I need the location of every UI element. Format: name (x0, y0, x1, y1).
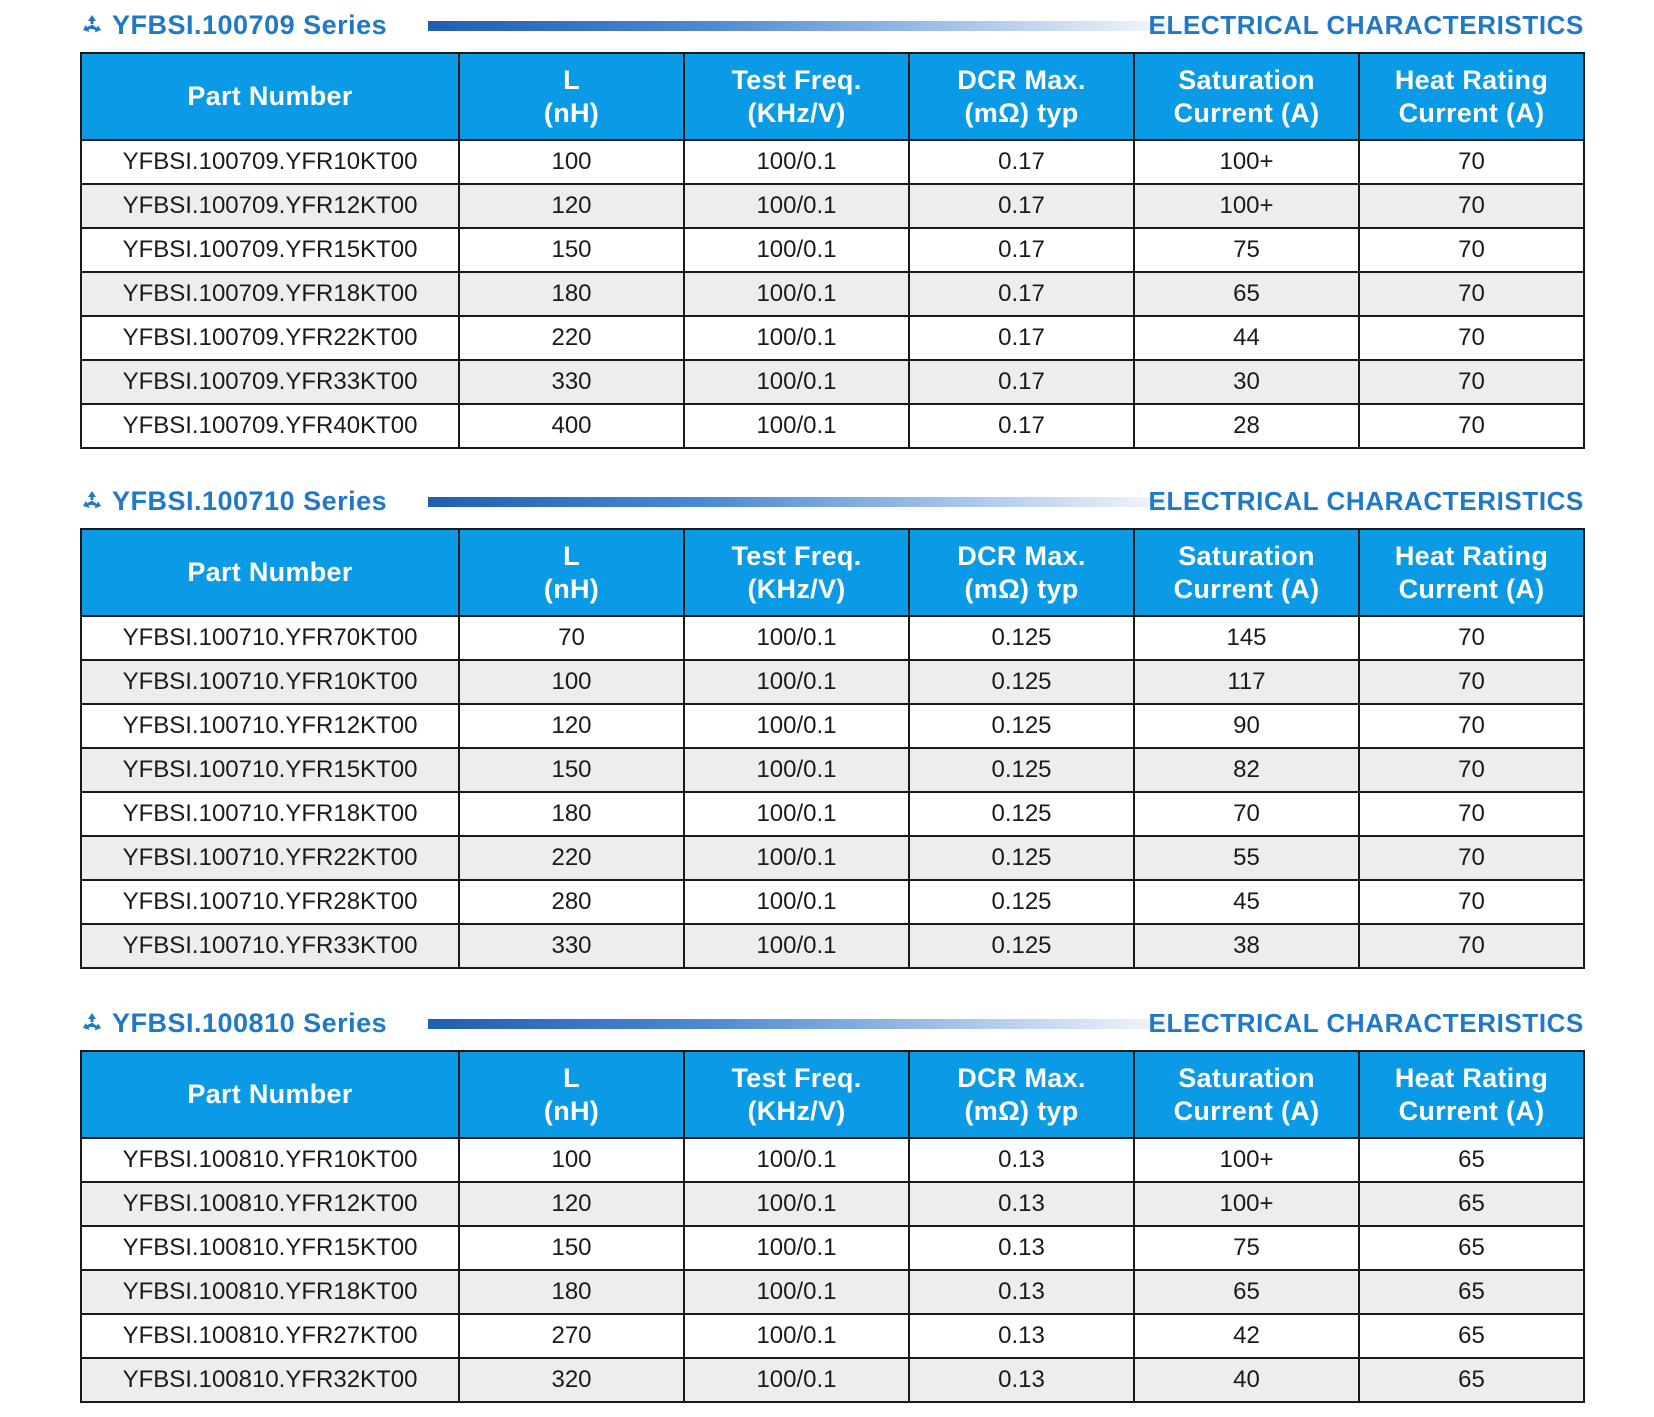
table-row (81, 1182, 1584, 1226)
cell-dcr: 0.125 (909, 616, 1134, 660)
col-header-line: Test Freq. (731, 1062, 862, 1093)
cell-saturation-current: 70 (1134, 792, 1359, 836)
cell-inductance: 120 (459, 704, 684, 748)
cell-test-freq: 100/0.1 (684, 704, 909, 748)
recycle-icon (80, 489, 104, 513)
cell-inductance: 100 (459, 140, 684, 184)
header-gradient-bar (428, 497, 1198, 507)
col-header-line: DCR Max. (957, 64, 1086, 95)
series-header (80, 1006, 1584, 1040)
series-title: YFBSI.100810 Series (112, 1007, 388, 1038)
cell-dcr: 0.17 (909, 228, 1134, 272)
cell-part-number: YFBSI.100709.YFR22KT00 (81, 316, 459, 360)
cell-heat-rating-current: 70 (1359, 748, 1584, 792)
table-header-row (81, 1051, 1584, 1138)
recycle-icon (80, 13, 104, 37)
cell-heat-rating-current: 70 (1359, 792, 1584, 836)
cell-dcr: 0.17 (909, 272, 1134, 316)
section-label: ELECTRICAL CHARACTERISTICS (1148, 10, 1584, 40)
cell-dcr: 0.125 (909, 836, 1134, 880)
col-header-line: Heat Rating (1394, 64, 1549, 95)
table-row (81, 1226, 1584, 1270)
table-row (81, 792, 1584, 836)
table-row (81, 704, 1584, 748)
cell-saturation-current: 28 (1134, 404, 1359, 448)
cell-part-number: YFBSI.100810.YFR32KT00 (81, 1358, 459, 1402)
col-header-saturation-current (1134, 1051, 1359, 1138)
cell-dcr: 0.125 (909, 792, 1134, 836)
col-header-line: (mΩ) typ (964, 97, 1079, 128)
cell-heat-rating-current: 70 (1359, 660, 1584, 704)
table-row (81, 272, 1584, 316)
cell-part-number: YFBSI.100810.YFR10KT00 (81, 1138, 459, 1182)
cell-saturation-current: 65 (1134, 1270, 1359, 1314)
cell-dcr: 0.17 (909, 316, 1134, 360)
series-title: YFBSI.100710 Series (112, 485, 388, 516)
table-body (81, 616, 1584, 968)
cell-inductance: 70 (459, 616, 684, 660)
cell-saturation-current: 44 (1134, 316, 1359, 360)
cell-heat-rating-current: 70 (1359, 616, 1584, 660)
cell-part-number: YFBSI.100709.YFR10KT00 (81, 140, 459, 184)
col-header-line: Saturation (1178, 540, 1315, 571)
cell-saturation-current: 55 (1134, 836, 1359, 880)
table-row (81, 836, 1584, 880)
cell-heat-rating-current: 65 (1359, 1138, 1584, 1182)
col-header-line: Current (A) (1173, 97, 1320, 128)
cell-inductance: 120 (459, 1182, 684, 1226)
cell-part-number: YFBSI.100810.YFR18KT00 (81, 1270, 459, 1314)
col-header-part-number (81, 1051, 459, 1138)
cell-saturation-current: 100+ (1134, 184, 1359, 228)
cell-heat-rating-current: 70 (1359, 880, 1584, 924)
cell-test-freq: 100/0.1 (684, 792, 909, 836)
cell-heat-rating-current: 65 (1359, 1226, 1584, 1270)
table-row (81, 316, 1584, 360)
section-label: ELECTRICAL CHARACTERISTICS (1148, 486, 1584, 516)
cell-saturation-current: 30 (1134, 360, 1359, 404)
col-header-inductance (459, 53, 684, 140)
cell-test-freq: 100/0.1 (684, 880, 909, 924)
cell-heat-rating-current: 65 (1359, 1358, 1584, 1402)
section-label: ELECTRICAL CHARACTERISTICS (1148, 1008, 1584, 1038)
cell-heat-rating-current: 70 (1359, 272, 1584, 316)
col-header-line: (mΩ) typ (964, 573, 1079, 604)
cell-saturation-current: 45 (1134, 880, 1359, 924)
table-row (81, 1314, 1584, 1358)
cell-test-freq: 100/0.1 (684, 360, 909, 404)
cell-part-number: YFBSI.100810.YFR15KT00 (81, 1226, 459, 1270)
cell-test-freq: 100/0.1 (684, 660, 909, 704)
cell-inductance: 100 (459, 1138, 684, 1182)
cell-dcr: 0.17 (909, 404, 1134, 448)
table-row (81, 660, 1584, 704)
cell-heat-rating-current: 70 (1359, 704, 1584, 748)
cell-heat-rating-current: 70 (1359, 924, 1584, 968)
spec-table (80, 1050, 1585, 1403)
col-header-line: Current (A) (1398, 573, 1545, 604)
cell-inductance: 180 (459, 792, 684, 836)
col-header-heat-rating-current (1359, 53, 1584, 140)
cell-saturation-current: 38 (1134, 924, 1359, 968)
cell-part-number: YFBSI.100710.YFR22KT00 (81, 836, 459, 880)
cell-heat-rating-current: 65 (1359, 1270, 1584, 1314)
cell-inductance: 100 (459, 660, 684, 704)
header-gradient-bar (428, 1019, 1198, 1029)
cell-inductance: 330 (459, 924, 684, 968)
col-header-line: Part Number (187, 1079, 353, 1109)
cell-part-number: YFBSI.100710.YFR28KT00 (81, 880, 459, 924)
cell-dcr: 0.17 (909, 140, 1134, 184)
cell-part-number: YFBSI.100709.YFR40KT00 (81, 404, 459, 448)
cell-test-freq: 100/0.1 (684, 404, 909, 448)
col-header-test-freq (684, 1051, 909, 1138)
cell-saturation-current: 117 (1134, 660, 1359, 704)
col-header-line: L (563, 1062, 580, 1093)
col-header-dcr (909, 1051, 1134, 1138)
table-row (81, 360, 1584, 404)
cell-test-freq: 100/0.1 (684, 140, 909, 184)
cell-dcr: 0.13 (909, 1138, 1134, 1182)
cell-heat-rating-current: 70 (1359, 316, 1584, 360)
header-gradient-bar (428, 21, 1198, 31)
cell-part-number: YFBSI.100710.YFR12KT00 (81, 704, 459, 748)
table-row (81, 748, 1584, 792)
col-header-line: (KHz/V) (747, 573, 846, 604)
cell-dcr: 0.13 (909, 1270, 1134, 1314)
cell-part-number: YFBSI.100810.YFR27KT00 (81, 1314, 459, 1358)
cell-heat-rating-current: 65 (1359, 1314, 1584, 1358)
cell-inductance: 180 (459, 272, 684, 316)
table-row (81, 184, 1584, 228)
col-header-line: (nH) (543, 573, 600, 604)
cell-dcr: 0.125 (909, 748, 1134, 792)
cell-test-freq: 100/0.1 (684, 1138, 909, 1182)
table-body (81, 140, 1584, 448)
cell-heat-rating-current: 70 (1359, 360, 1584, 404)
col-header-line: Current (A) (1173, 1095, 1320, 1126)
table-row (81, 404, 1584, 448)
col-header-line: (KHz/V) (747, 97, 846, 128)
cell-test-freq: 100/0.1 (684, 748, 909, 792)
col-header-line: (nH) (543, 1095, 600, 1126)
col-header-line: Current (A) (1173, 573, 1320, 604)
table-header-row (81, 53, 1584, 140)
cell-part-number: YFBSI.100710.YFR15KT00 (81, 748, 459, 792)
col-header-line: Part Number (187, 81, 353, 111)
cell-dcr: 0.13 (909, 1314, 1134, 1358)
table-row (81, 1270, 1584, 1314)
cell-inductance: 400 (459, 404, 684, 448)
col-header-part-number (81, 53, 459, 140)
col-header-line: Saturation (1178, 1062, 1315, 1093)
cell-saturation-current: 75 (1134, 1226, 1359, 1270)
cell-part-number: YFBSI.100709.YFR15KT00 (81, 228, 459, 272)
cell-saturation-current: 100+ (1134, 140, 1359, 184)
table-header-row (81, 529, 1584, 616)
cell-part-number: YFBSI.100709.YFR12KT00 (81, 184, 459, 228)
col-header-line: Current (A) (1398, 97, 1545, 128)
col-header-line: DCR Max. (957, 1062, 1086, 1093)
cell-inductance: 220 (459, 316, 684, 360)
series-header (80, 484, 1584, 518)
cell-inductance: 270 (459, 1314, 684, 1358)
cell-dcr: 0.125 (909, 660, 1134, 704)
cell-inductance: 220 (459, 836, 684, 880)
col-header-line: L (563, 64, 580, 95)
col-header-line: (nH) (543, 97, 600, 128)
col-header-test-freq (684, 529, 909, 616)
col-header-line: (mΩ) typ (964, 1095, 1079, 1126)
cell-saturation-current: 65 (1134, 272, 1359, 316)
cell-saturation-current: 90 (1134, 704, 1359, 748)
cell-inductance: 330 (459, 360, 684, 404)
cell-dcr: 0.125 (909, 880, 1134, 924)
col-header-line: (KHz/V) (747, 1095, 846, 1126)
spec-table (80, 52, 1585, 449)
cell-inductance: 280 (459, 880, 684, 924)
spec-table (80, 528, 1585, 969)
cell-saturation-current: 42 (1134, 1314, 1359, 1358)
cell-test-freq: 100/0.1 (684, 1226, 909, 1270)
cell-part-number: YFBSI.100709.YFR33KT00 (81, 360, 459, 404)
cell-saturation-current: 75 (1134, 228, 1359, 272)
cell-heat-rating-current: 70 (1359, 140, 1584, 184)
col-header-heat-rating-current (1359, 1051, 1584, 1138)
cell-heat-rating-current: 65 (1359, 1182, 1584, 1226)
cell-inductance: 150 (459, 228, 684, 272)
cell-test-freq: 100/0.1 (684, 1182, 909, 1226)
table-row (81, 1358, 1584, 1402)
col-header-dcr (909, 53, 1134, 140)
col-header-line: Saturation (1178, 64, 1315, 95)
col-header-saturation-current (1134, 53, 1359, 140)
cell-inductance: 320 (459, 1358, 684, 1402)
cell-dcr: 0.13 (909, 1182, 1134, 1226)
cell-dcr: 0.17 (909, 360, 1134, 404)
col-header-line: Current (A) (1398, 1095, 1545, 1126)
cell-part-number: YFBSI.100810.YFR12KT00 (81, 1182, 459, 1226)
series-title: YFBSI.100709 Series (112, 9, 388, 40)
cell-inductance: 180 (459, 1270, 684, 1314)
col-header-line: Test Freq. (731, 64, 862, 95)
series-block-100710 (80, 484, 1584, 969)
table-row (81, 880, 1584, 924)
cell-test-freq: 100/0.1 (684, 316, 909, 360)
cell-saturation-current: 100+ (1134, 1138, 1359, 1182)
cell-heat-rating-current: 70 (1359, 404, 1584, 448)
cell-dcr: 0.125 (909, 704, 1134, 748)
cell-test-freq: 100/0.1 (684, 1314, 909, 1358)
cell-test-freq: 100/0.1 (684, 272, 909, 316)
cell-inductance: 150 (459, 1226, 684, 1270)
col-header-inductance (459, 1051, 684, 1138)
cell-test-freq: 100/0.1 (684, 1270, 909, 1314)
recycle-icon (80, 1011, 104, 1035)
table-row (81, 228, 1584, 272)
series-block-100709 (80, 8, 1584, 449)
table-row (81, 924, 1584, 968)
col-header-dcr (909, 529, 1134, 616)
cell-test-freq: 100/0.1 (684, 1358, 909, 1402)
cell-part-number: YFBSI.100710.YFR70KT00 (81, 616, 459, 660)
cell-dcr: 0.13 (909, 1358, 1134, 1402)
cell-heat-rating-current: 70 (1359, 228, 1584, 272)
cell-test-freq: 100/0.1 (684, 836, 909, 880)
table-row (81, 140, 1584, 184)
cell-saturation-current: 100+ (1134, 1182, 1359, 1226)
col-header-line: Heat Rating (1394, 1062, 1549, 1093)
cell-dcr: 0.13 (909, 1226, 1134, 1270)
cell-test-freq: 100/0.1 (684, 184, 909, 228)
table-row (81, 1138, 1584, 1182)
cell-inductance: 150 (459, 748, 684, 792)
table-row (81, 616, 1584, 660)
series-block-100810 (80, 1006, 1584, 1403)
col-header-saturation-current (1134, 529, 1359, 616)
cell-test-freq: 100/0.1 (684, 228, 909, 272)
cell-saturation-current: 82 (1134, 748, 1359, 792)
col-header-part-number (81, 529, 459, 616)
cell-dcr: 0.125 (909, 924, 1134, 968)
col-header-line: L (563, 540, 580, 571)
cell-saturation-current: 40 (1134, 1358, 1359, 1402)
cell-test-freq: 100/0.1 (684, 616, 909, 660)
cell-dcr: 0.17 (909, 184, 1134, 228)
col-header-line: Part Number (187, 557, 353, 587)
col-header-line: Test Freq. (731, 540, 862, 571)
col-header-test-freq (684, 53, 909, 140)
series-header (80, 8, 1584, 42)
cell-test-freq: 100/0.1 (684, 924, 909, 968)
col-header-line: DCR Max. (957, 540, 1086, 571)
col-header-line: Heat Rating (1394, 540, 1549, 571)
table-body (81, 1138, 1584, 1402)
cell-saturation-current: 145 (1134, 616, 1359, 660)
col-header-inductance (459, 529, 684, 616)
cell-part-number: YFBSI.100710.YFR10KT00 (81, 660, 459, 704)
col-header-heat-rating-current (1359, 529, 1584, 616)
cell-heat-rating-current: 70 (1359, 836, 1584, 880)
cell-part-number: YFBSI.100710.YFR18KT00 (81, 792, 459, 836)
cell-inductance: 120 (459, 184, 684, 228)
cell-part-number: YFBSI.100710.YFR33KT00 (81, 924, 459, 968)
cell-part-number: YFBSI.100709.YFR18KT00 (81, 272, 459, 316)
cell-heat-rating-current: 70 (1359, 184, 1584, 228)
